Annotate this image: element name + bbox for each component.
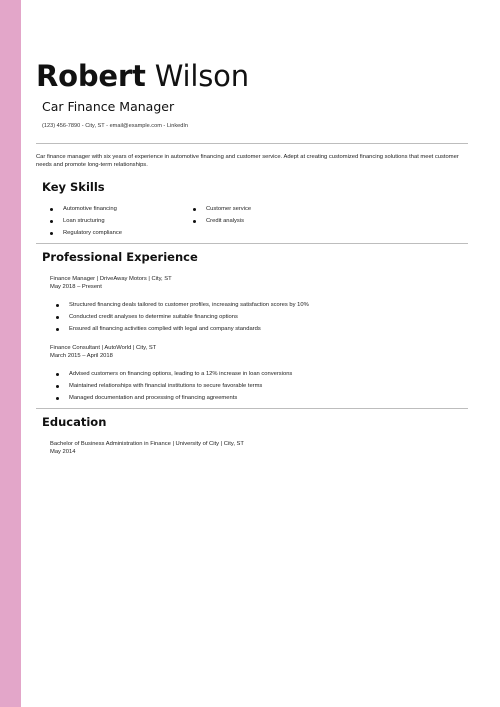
job-role-line: Finance Manager | DriveAway Motors | City, ST — [50, 276, 172, 282]
first-name: Robert — [36, 59, 146, 93]
job-bullet: Advised customers on financing options, leading to a 12% increase in loan conversions — [69, 371, 293, 377]
divider — [36, 143, 468, 144]
job-title: Car Finance Manager — [42, 99, 175, 114]
job-bullet: Ensured all financing activities complied with legal and company standards — [69, 326, 261, 332]
job-dates: May 2018 – Present — [50, 284, 102, 290]
skill-item: Loan structuring — [63, 218, 105, 224]
skill-item: Regulatory compliance — [63, 230, 122, 236]
skill-item: Credit analysis — [206, 218, 245, 224]
job-bullet: Managed documentation and processing of financing agreements — [69, 395, 238, 401]
divider — [36, 408, 468, 409]
skill-item: Automotive financing — [63, 206, 117, 212]
contact-info: (123) 456-7890 - City, ST - email@example.com - LinkedIn — [42, 123, 188, 129]
experience-heading: Professional Experience — [42, 250, 198, 264]
accent-sidebar — [0, 0, 21, 707]
job-dates: March 2015 – April 2018 — [50, 353, 113, 359]
education-date: May 2014 — [50, 449, 76, 455]
divider — [36, 243, 468, 244]
summary-text: Car finance manager with six years of experience in automotive financing and customer service. Adept at creating customized financing solutions that meet customer needs and promote long-term relationships. — [36, 154, 459, 168]
degree-line: Bachelor of Business Administration in Finance | University of City | City, ST — [50, 441, 244, 447]
candidate-name — [36, 58, 249, 94]
job-role-line: Finance Consultant | AutoWorld | City, ST — [50, 345, 157, 351]
skill-item: Customer service — [206, 206, 252, 212]
last-name: Wilson — [154, 59, 249, 93]
job-bullet: Conducted credit analyses to determine suitable financing options — [69, 314, 238, 320]
job-bullet: Structured financing deals tailored to customer profiles, increasing satisfaction scores by 10% — [69, 302, 309, 308]
job-bullet: Maintained relationships with financial institutions to secure favorable terms — [69, 383, 263, 389]
skills-heading: Key Skills — [42, 180, 105, 194]
education-heading: Education — [42, 415, 107, 429]
